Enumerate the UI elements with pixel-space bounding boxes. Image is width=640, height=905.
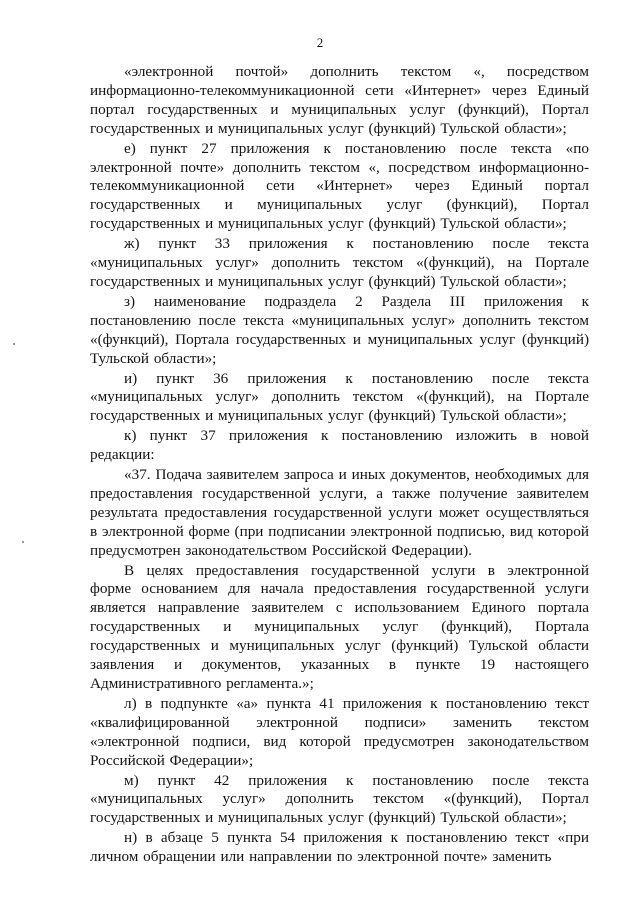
- scan-speck-mark: [22, 541, 24, 543]
- paragraph-item-m: м) пункт 42 приложения к постановлению после текста «муниципальных услуг» дополнить текстом «(функций), Портал государственных и муниципальных услуг (функций) Тульской области»;: [90, 771, 589, 827]
- page-number: 2: [316, 35, 324, 50]
- paragraph-clause-37: «37. Подача заявителем запроса и иных документов, необходимых для предоставления государственной услуги, а также получение заявителем результата предоставления государственной услуги может осуществляться в электронной форме (при подписании электронной подписью, вид которой предусмотрен законодательством Российской Федерации).: [90, 466, 589, 559]
- paragraph-item-k: к) пункт 37 приложения к постановлению изложить в новой редакции:: [90, 427, 589, 464]
- paragraph-item-l: л) в подпункте «а» пункта 41 приложения к постановлению текст «квалифицированной электронной подписи» заменить текстом «электронной подписи, вид которой предусмотрен законодательством Российской Федерации»;: [90, 694, 589, 769]
- document-body: [90, 63, 589, 868]
- paragraph-item-z: з) наименование подраздела 2 Раздела III приложения к постановлению после текста «муниципальных услуг» дополнить текстом «(функций), Портала государственных и муниципальных услуг (функций) Тульской области»;: [90, 292, 589, 367]
- paragraph-continuation-email: «электронной почтой» дополнить текстом «, посредством информационно-телекоммуникационной сети «Интернет» через Единый портал государственных и муниципальных услуг (функций), Портал государственных и муниципальных услуг (функций) Тульской области»;: [90, 63, 589, 137]
- paragraph-item-n: н) в абзаце 5 пункта 54 приложения к постановлению текст «при личном обращении или направлении по электронной почте» заменить: [90, 829, 589, 866]
- paragraph-item-zh: ж) пункт 33 приложения к постановлению после текста «муниципальных услуг» дополнить текстом «(функций), на Портале государственных и муниципальных услуг (функций) Тульской области»;: [90, 235, 589, 290]
- paragraph-clause-37-continued: В целях предоставления государственной услуги в электронной форме основанием для начала предоставления государственной услуги является направление заявителем с использованием Единого портала государственных и муниципальных услуг (функций), Портала государственных и муниципальных услуг (функций) Тульской области заявления и документов, указанных в пункте 19 настоящего Административного регламента.»;: [90, 561, 589, 692]
- paragraph-item-e: е) пункт 27 приложения к постановлению после текста «по электронной почте» дополнить текстом «, посредством информационно-телекоммуникационной сети «Интернет» через Единый портал государственных и муниципальных услуг (функций), Портал государственных и муниципальных услуг (функций) Тульской области»;: [90, 139, 589, 233]
- paragraph-item-i: и) пункт 36 приложения к постановлению после текста «муниципальных услуг» дополнить текстом «(функций), на Портале государственных и муниципальных услуг (функций) Тульской области»;: [90, 369, 589, 425]
- scan-speck-mark: [13, 343, 15, 345]
